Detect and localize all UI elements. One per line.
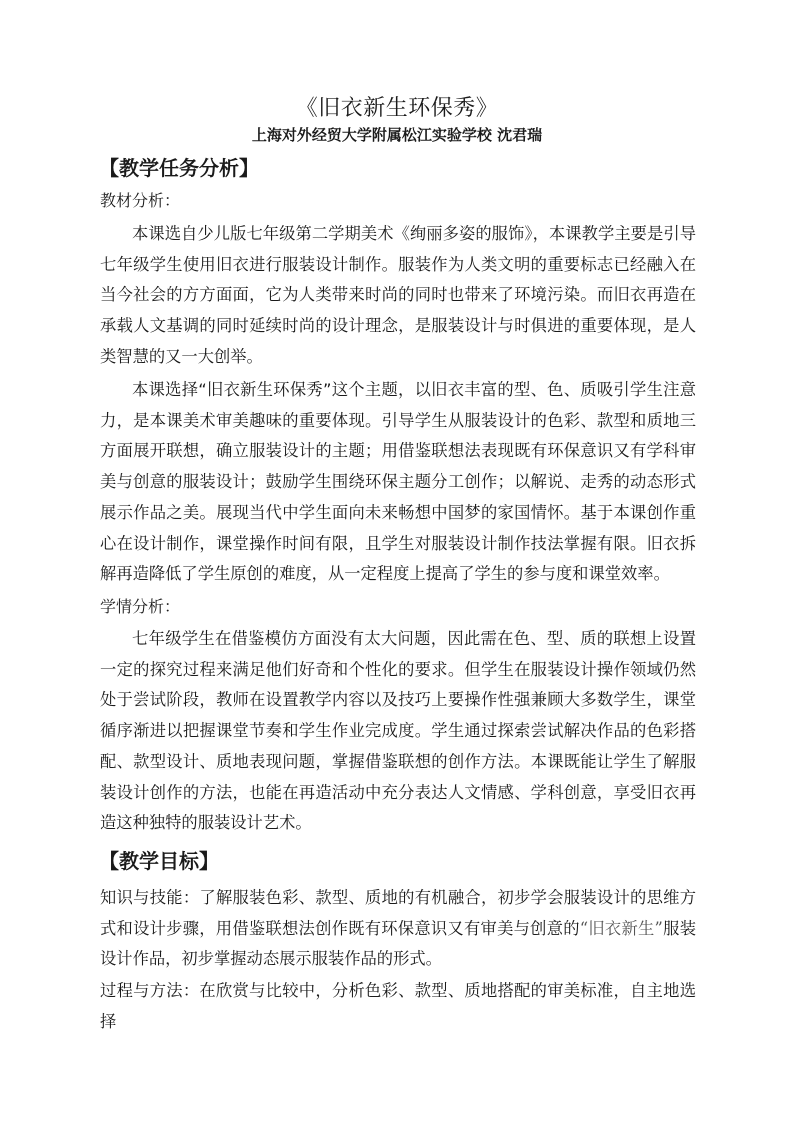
section-heading-teaching-objectives: 【教学目标】 (99, 849, 219, 873)
objective-process-methods: 过程与方法：在欣赏与比较中，分析色彩、款型、质地搭配的审美标准，自主地选择 (100, 981, 696, 1031)
learner-analysis-paragraph: 七年级学生在借鉴模仿方面没有太大问题，因此需在色、型、质的联想上设置一定的探究过程来满足他们好奇和个性化的要求。但学生在服装设计操作领域仍然处于尝试阶段，教师在设置教学内容以及技巧上要操作性强兼顾大多数学生，课堂循序渐进以把握课堂节奏和学生作业完成度。学生通过探索尝试解决作品的色彩搭配、款型设计、质地表现问题，掌握借鉴联想的创作方法。本课既能让学生了解服装设计创作的方法，也能在再造活动中充分表达人文情感、学科创意，享受旧衣再造这种独特的服装设计艺术。 (100, 629, 696, 833)
learner-analysis-label: 学情分析： (100, 597, 181, 616)
textbook-analysis-paragraph-1: 本课选自少儿版七年级第二学期美术《绚丽多姿的服饰》，本课教学主要是引导七年级学生使用旧衣进行服装设计制作。服装作为人类文明的重要标志已经融入在当今社会的方方面面，它为人类带来时尚的同时也带来了环境污染。而旧衣再造在承载人文基调的同时延续时尚的设计理念，是服装设计与时俱进的重要体现，是人类智慧的又一大创举。 (100, 224, 696, 366)
knowledge-text-a: 知识与技能：了解服装色彩、款型、质地的有机融合，初步学会服装设计的思维方式和设计步骤，用借鉴联想法创作既有环保意识又有审美与创意的 (100, 888, 696, 938)
knowledge-text-b: 服装设计作品，初步掌握动态展示服装作品的形式。 (100, 918, 696, 969)
textbook-analysis-paragraph-2: 本课选择“旧衣新生环保秀”这个主题，以旧衣丰富的型、色、质吸引学生注意力，是本课美术审美趣味的重要体现。引导学生从服装设计的色彩、款型和质地三方面展开联想，确立服装设计的主题；用借鉴联想法表现既有环保意识又有学科审美与创意的服装设计；鼓励学生围绕环保主题分工创作；以解说、走秀的动态形式展示作品之美。展现当代中学生面向未来畅想中国梦的家国情怀。基于本课创作重心在设计制作，课堂操作时间有限，且学生对服装设计制作技法掌握有限。旧衣拆解再造降低了学生原创的难度，从一定程度上提高了学生的参与度和课堂效率。 (100, 380, 696, 584)
objective-knowledge-skills (100, 883, 696, 975)
textbook-analysis-label: 教材分析： (100, 191, 181, 210)
knowledge-quote: “旧衣新生” (579, 918, 663, 938)
document-title: 《旧衣新生环保秀》 (295, 96, 499, 121)
author-line: 上海对外经贸大学附属松江实验学校 沈君瑞 (251, 126, 543, 144)
section-heading-task-analysis: 【教学任务分析】 (99, 156, 259, 180)
